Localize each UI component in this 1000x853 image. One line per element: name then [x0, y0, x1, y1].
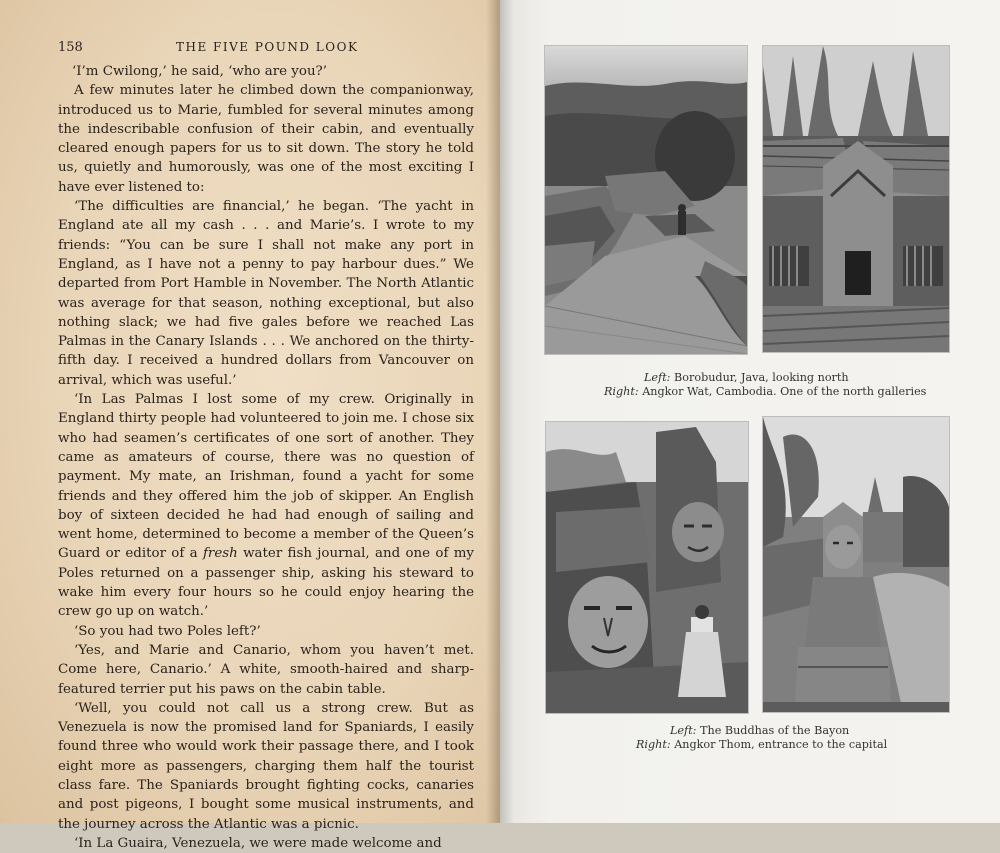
paragraph-text: water fish journal, and one of my Poles returned on a passenger ship, asking his steward to wake him every four hours so he could enjoy hearing the crew go up on watch.’: [58, 546, 475, 620]
paragraph: A few minutes later he climbed down the companionway, introduced us to Marie, fumbled for several minutes among the indescribable confusion of their cabin, and eventually cleared enough papers for us to sit down. The story he told us, quietly and humorously, was one of the most exciting I have ever listened to:: [58, 83, 474, 195]
left-page: [0, 0, 500, 851]
caption-bottom: [604, 724, 904, 752]
paragraph: ‘In La Guaira, Venezuela, we were made welcome and: [74, 835, 442, 851]
photo-angkor-wat: [762, 45, 950, 353]
caption-text: Angkor Thom, entrance to the capital: [670, 738, 888, 751]
caption-text: Borobudur, Java, looking north: [670, 371, 849, 384]
photo-borobudur: [544, 45, 748, 355]
caption-line: [604, 385, 926, 398]
caption-line: [604, 371, 904, 385]
caption-text: The Buddhas of the Bayon: [696, 724, 850, 737]
caption-label: Left:: [670, 724, 697, 737]
body-text: [58, 62, 474, 853]
paragraph: ‘I’m Cwilong,’ he said, ‘who are you?’: [72, 64, 327, 79]
caption-line: [604, 724, 904, 738]
caption-text: Angkor Wat, Cambodia. One of the north galleries: [638, 385, 927, 398]
running-head: [58, 40, 478, 58]
caption-label: Left:: [644, 371, 671, 384]
paragraph: ‘Well, you could not call us a strong crew. But as Venezuela is now the promised land for Spaniards, I easily found three who would work their passage there, and I took eight more as passengers, charging them half the tourist class fare. The Spaniards brought fighting cocks, canaries and post pigeons, I bought some musical instruments, and the journey across the Atlantic was a picnic.: [58, 700, 474, 832]
caption-top: [604, 371, 927, 399]
paragraph-text: ‘In Las Palmas I lost some of my crew. Originally in England thirty people had volunteered to join me. I chose six who had seamen’s certificates of one sort of another. They came as amateurs of course, there was no question of payment. My mate, an Irishman, found a yacht for some friends and they offered him the job of skipper. An English boy of sixteen decided he had had enough of sailing and went home, determined to become a member of the Queen’s Guard or editor of a: [58, 392, 474, 562]
paragraph: ‘The difficulties are financial,’ he began. ‘The yacht in England ate all my cash . . . and Marie’s. I wrote to my friends: “You can be sure I shall not make any port in England, as I have not a penny to pay harbour dues.” We departed from Port Hamble in November. The North Atlantic was average for that season, nothing exceptional, but also nothing slack; we had five gales before we reached Las Palmas in the Canary Islands . . . We anchored on the thirty-fifth day. I received a hundred dollars from Vancouver on arrival, which was useful.’: [58, 199, 474, 388]
caption-label: Right:: [636, 738, 671, 751]
paragraph: [58, 390, 474, 622]
photo-bayon: [545, 421, 749, 714]
paragraph: ‘So you had two Poles left?’: [74, 623, 261, 639]
paragraph: ‘Yes, and Marie and Canario, whom you haven’t met. Come here, Canario.’ A white, smooth-haired and sharp-featured terrier put his paws on the cabin table.: [58, 642, 474, 697]
caption-line: [604, 738, 904, 752]
book-gutter: [486, 0, 514, 823]
running-title: THE FIVE POUND LOOK: [176, 40, 359, 54]
caption-label: Right:: [604, 385, 639, 398]
italic-word: fresh: [202, 546, 238, 562]
photo-angkor-thom: [762, 416, 950, 713]
page-number: 158: [58, 40, 83, 55]
